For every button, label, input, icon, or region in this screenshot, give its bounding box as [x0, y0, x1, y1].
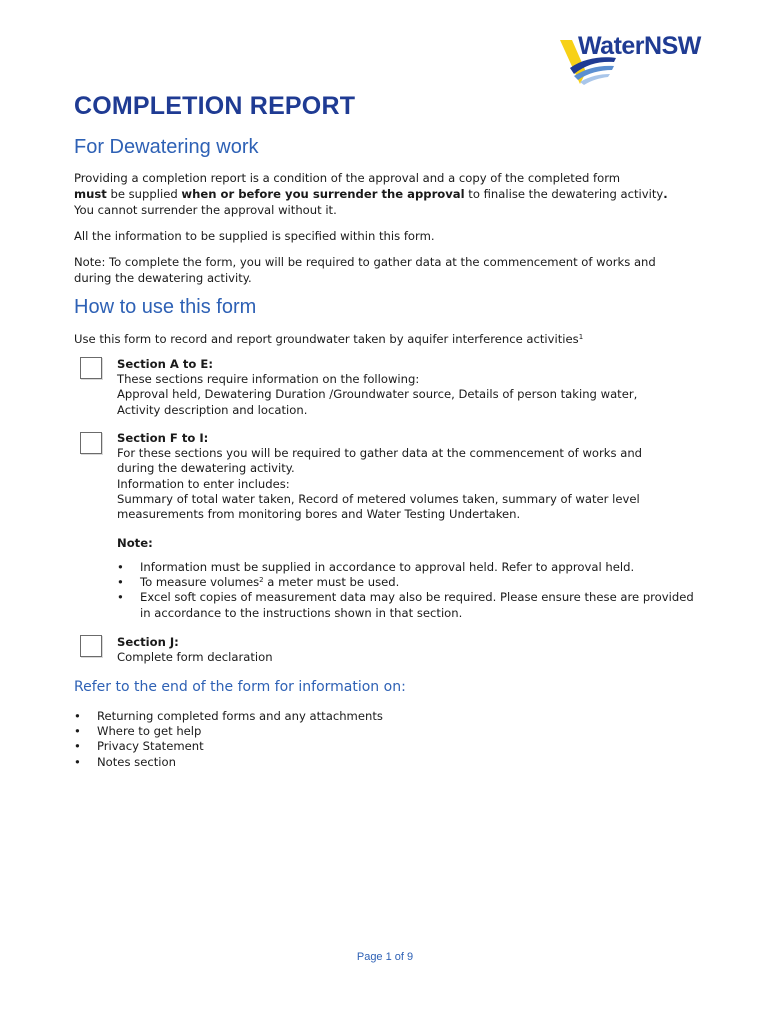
intro-paragraph-1: Providing a completion report is a condition of the approval and a copy of the completed form must be supplied when or before you surrender the approval to finalise the dewatering activity. You cannot surrender the approval without it.: [74, 171, 668, 217]
section-a-e-title: Section A to E:: [117, 357, 213, 371]
section-f-i-block: Section F to I: For these sections you will be required to gather data at the commencement of works and during the dewatering activity. Information to enter includes: Summary of total water taken, Record of metered volumes taken, summary of water level measurements from monitoring bores and Water Testing Undertaken.: [117, 431, 697, 522]
waternsw-logo: [558, 30, 718, 86]
how-to-heading: How to use this form: [74, 296, 257, 318]
list-item: • Excel soft copies of measurement data may also be required. Please ensure these are provided in accordance to the instructions shown in that section.: [117, 590, 697, 620]
page-number: Page 1 of 9: [356, 951, 414, 963]
list-item: • Returning completed forms and any attachments: [74, 709, 674, 724]
section-a-e-block: Section A to E: These sections require information on the following: Approval held, Dewatering Duration /Groundwater source, Details of person taking water, Activity description and location.: [117, 357, 697, 418]
section-j-title: Section J:: [117, 635, 179, 649]
list-item: • Where to get help: [74, 724, 674, 739]
list-item: • Information must be supplied in accordance to approval held. Refer to approval held.: [117, 560, 697, 575]
section-j-block: Section J: Complete form declaration: [117, 635, 697, 665]
intro-note: Note: To complete the form, you will be required to gather data at the commencement of works and during the dewatering activity.: [74, 255, 656, 285]
note-title: Note:: [117, 536, 153, 550]
section-a-e-checkbox[interactable]: [80, 357, 102, 379]
list-item: • Privacy Statement: [74, 739, 674, 754]
refer-heading: Refer to the end of the form for information on:: [74, 679, 406, 695]
how-to-lead: Use this form to record and report groundwater taken by aquifer interference activities$^1$: [74, 332, 584, 346]
list-item: • Notes section: [74, 755, 674, 770]
page-subtitle: For Dewatering work: [74, 136, 259, 158]
logo-wordmark: WaterNSW: [578, 32, 701, 60]
section-f-i-title: Section F to I:: [117, 431, 209, 445]
section-j-checkbox[interactable]: [80, 635, 102, 657]
intro-paragraph-2: All the information to be supplied is specified within this form.: [74, 229, 435, 243]
list-item: • To measure volumes$^2$ a meter must be used.: [117, 575, 697, 590]
refer-list: [74, 709, 674, 770]
note-list: [117, 560, 697, 621]
page-title: COMPLETION REPORT: [74, 92, 356, 120]
section-f-i-checkbox[interactable]: [80, 432, 102, 454]
